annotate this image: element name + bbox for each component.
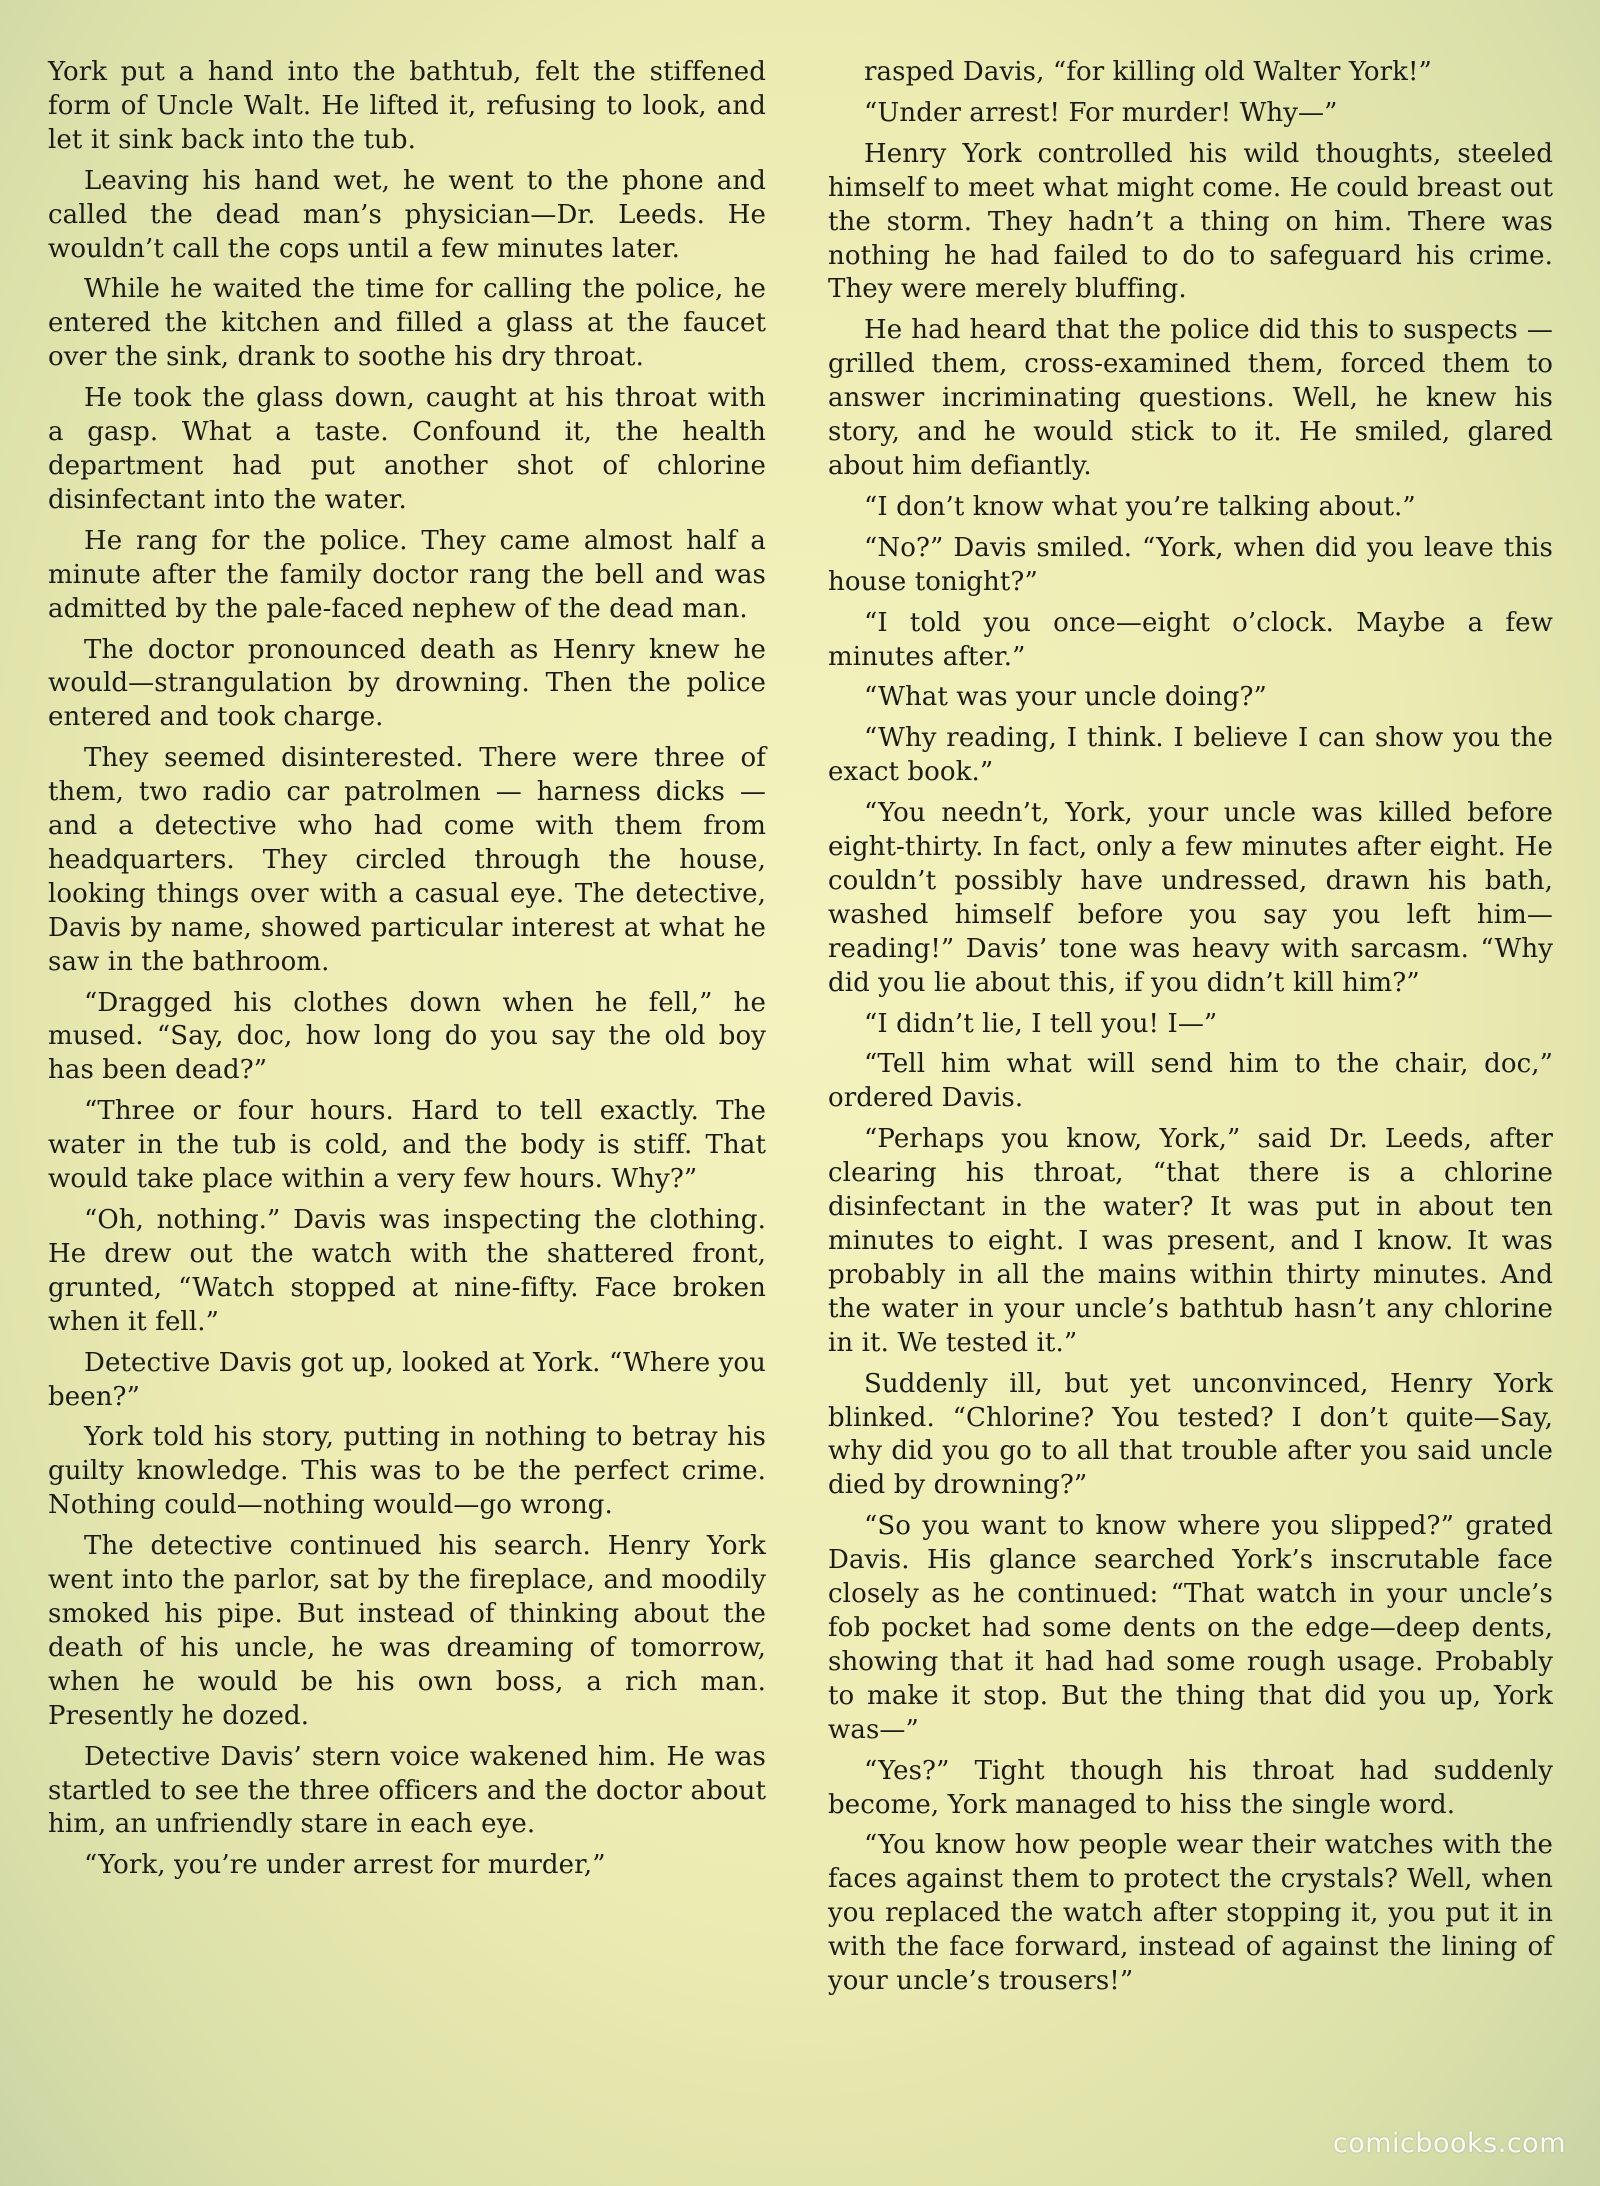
paragraph: “Dragged his clothes down when he fell,” he mused. “Say, doc, how long do you say the old boy has been dead?” [48, 987, 766, 1086]
paragraph: “No?” Davis smiled. “York, when did you leave this house tonight?” [828, 532, 1553, 597]
right-column [828, 56, 1553, 2006]
paragraph: They seemed disinterested. There were three of them, two radio car patrolmen — harness dicks — and a detective who had come with them from headquarters. They circled through the house, looking things over with a casual eye. The detective, Davis by name, showed particular interest at what he saw in the bathroom. [48, 743, 766, 977]
paragraph: “I don’t know what you’re talking about.” [864, 491, 1416, 522]
paragraph: “Three or four hours. Hard to tell exactly. The water in the tub is cold, and the body is stiff. That would take place within a very few hours. Why?” [48, 1096, 766, 1195]
site-watermark: comicbooks.com [1332, 2128, 1566, 2159]
paragraph: “Yes?” Tight though his throat had suddenly become, York managed to hiss the single word. [828, 1755, 1553, 1820]
paragraph: “Tell him what will send him to the chair, doc,” ordered Davis. [828, 1049, 1553, 1114]
paragraph: Detective Davis’ stern voice wakened him. He was startled to see the three officers and the doctor about him, an unfriendly stare in each eye. [48, 1741, 766, 1840]
paragraph: York put a hand into the bathtub, felt the stiffened form of Uncle Walt. He lifted it, refusing to look, and let it sink back into the tub. [48, 57, 766, 155]
paragraph: While he waited the time for calling the police, he entered the kitchen and filled a glass at the faucet over the sink, drank to soothe his dry throat. [48, 274, 766, 373]
paragraph: “Under arrest! For murder! Why—” [864, 97, 1338, 128]
paragraph: He rang for the police. They came almost half a minute after the family doctor rang the bell and was admitted by the pale-faced nephew of the dead man. [48, 525, 766, 624]
paragraph: “You needn’t, York, your uncle was killed before eight-thirty. In fact, only a few minutes after eight. He couldn’t possibly have undressed, drawn his bath, washed himself before you say you left him—reading!” Davis’ tone was heavy with sarcasm. “Why did you lie about this, if you didn’t kill him?” [828, 798, 1553, 998]
paragraph: “You know how people wear their watches with the faces against them to protect the crystals? Well, when you replaced the watch after stopping it, you put it in with the face forward, instead of against the lining of your uncle’s trousers!” [828, 1830, 1553, 1997]
paragraph: “Perhaps you know, York,” said Dr. Leeds, after clearing his throat, “that there is a chlorine disinfectant in the water? It was put in about ten minutes to eight. I was present, and I know. It was probably in all the mains within thirty minutes. And the water in your uncle’s bathtub hasn’t any chlorine in it. We tested it.” [828, 1124, 1553, 1358]
paragraph: Suddenly ill, but yet unconvinced, Henry York blinked. “Chlorine? You tested? I don’t quite—Say, why did you go to all that trouble after you said uncle died by drowning?” [828, 1368, 1553, 1501]
paragraph: York told his story, putting in nothing to betray his guilty knowledge. This was to be the perfect crime. Nothing could—nothing would—go wrong. [48, 1422, 766, 1521]
paragraph: “What was your uncle doing?” [864, 682, 1267, 713]
paragraph: “York, you’re under arrest for murder,” [84, 1850, 606, 1881]
paragraph: “Oh, nothing.” Davis was inspecting the clothing. He drew out the watch with the shattered front, grunted, “Watch stopped at nine-fifty. Face broken when it fell.” [48, 1205, 766, 1337]
left-column [48, 56, 766, 1890]
paragraph: Detective Davis got up, looked at York. “Where you been?” [48, 1347, 766, 1412]
paragraph: The detective continued his search. Henry York went into the parlor, sat by the fireplace, and moodily smoked his pipe. But instead of thinking about the death of his uncle, he was dreaming of tomorrow, when he would be his own boss, a rich man. Presently he dozed. [48, 1531, 766, 1731]
paragraph: “I told you once—eight o’clock. Maybe a few minutes after.” [828, 607, 1553, 672]
paragraph: The doctor pronounced death as Henry knew he would—strangulation by drowning. Then the police entered and took charge. [48, 634, 766, 733]
paragraph: “I didn’t lie, I tell you! I—” [864, 1008, 1218, 1039]
paragraph: He had heard that the police did this to suspects — grilled them, cross-examined them, forced them to answer incriminating questions. Well, he knew his story, and he would stick to it. He smiled, glared about him defiantly. [828, 315, 1553, 481]
paragraph: “Why reading, I think. I believe I can show you the exact book.” [828, 723, 1553, 788]
paragraph: He took the glass down, caught at his throat with a gasp. What a taste. Confound it, the health department had put another shot of chlorine disinfectant into the water. [48, 383, 766, 515]
paragraph: Henry York controlled his wild thoughts, steeled himself to meet what might come. He could breast out the storm. They hadn’t a thing on him. There was nothing he had failed to do to safeguard his crime. They were merely bluffing. [828, 138, 1553, 305]
paragraph: Leaving his hand wet, he went to the phone and called the dead man’s physician—Dr. Leeds. He wouldn’t call the cops until a few minutes later. [48, 165, 766, 264]
paragraph: “So you want to know where you slipped?” grated Davis. His glance searched York’s inscrutable face closely as he continued: “That watch in your uncle’s fob pocket had some dents on the edge—deep dents, showing that it had had some rough usage. Probably to make it stop. But the thing that did you up, York was—” [828, 1511, 1553, 1745]
paragraph: rasped Davis, “for killing old Walter York!” [864, 57, 1432, 87]
